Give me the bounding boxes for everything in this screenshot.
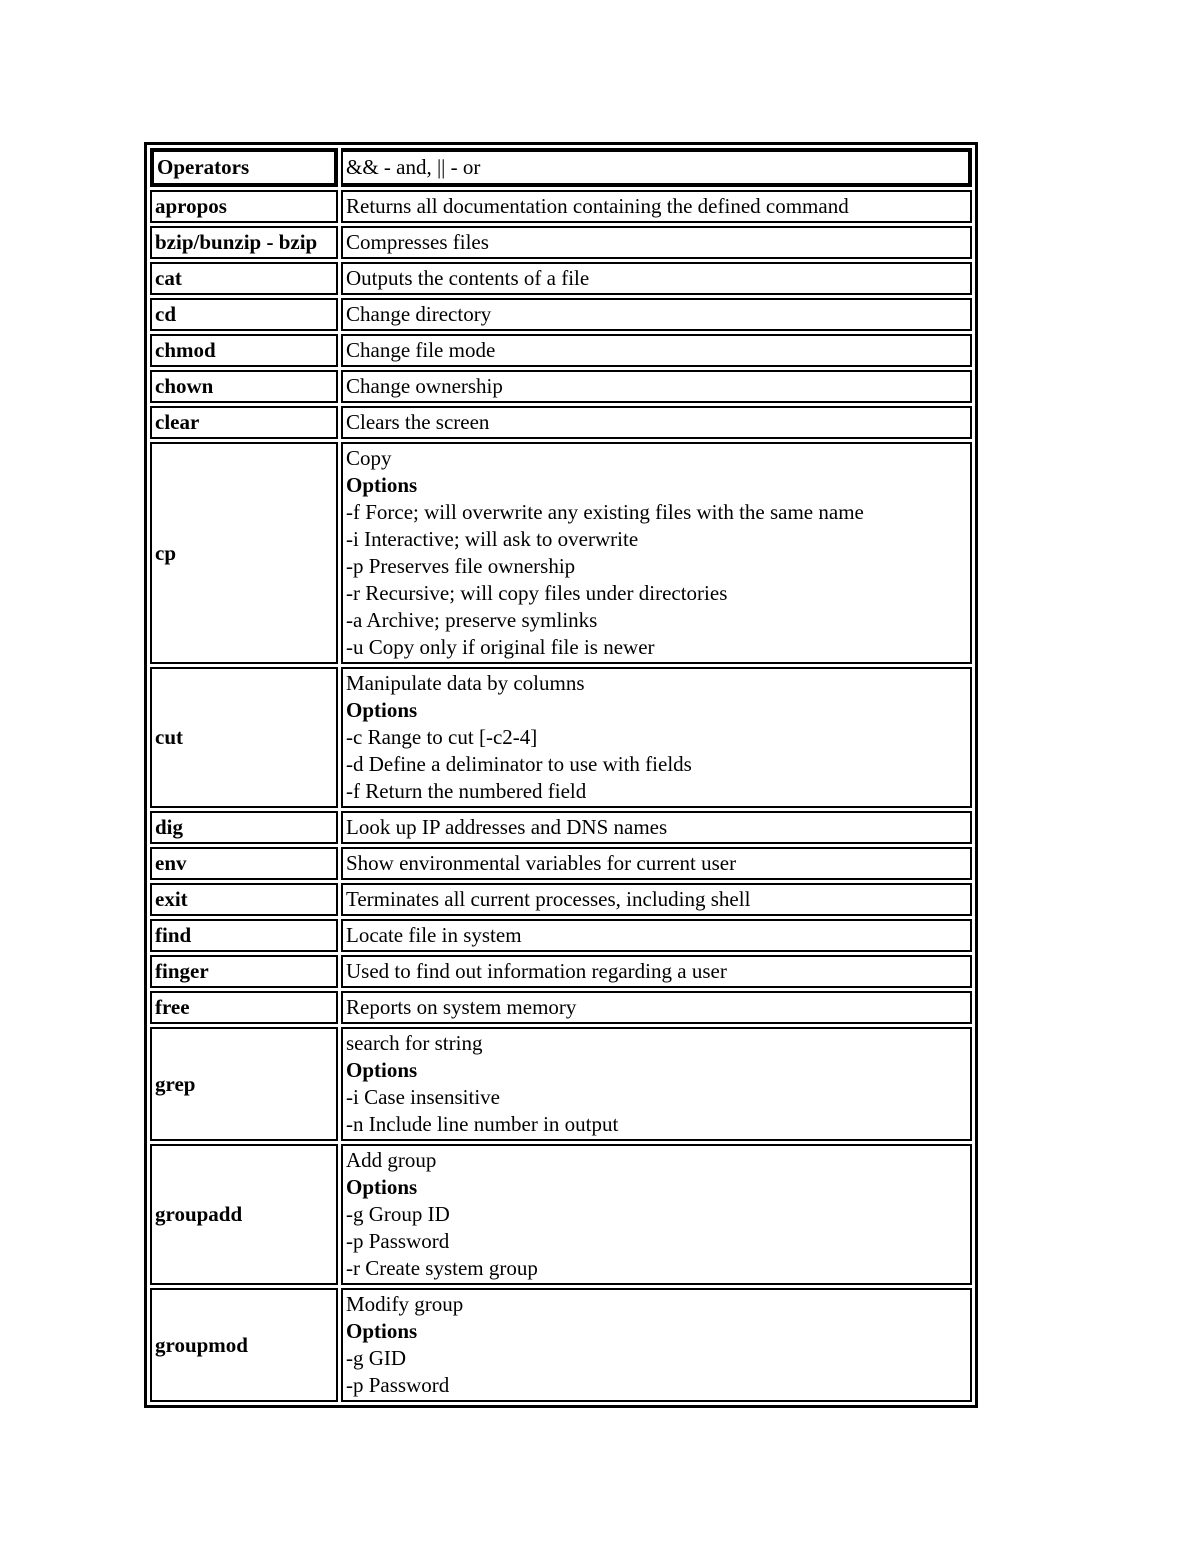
option-item: -u Copy only if original file is newer [346,635,655,659]
command-name: grep [150,1027,338,1141]
command-description-cell [341,919,972,952]
command-name: finger [150,955,338,988]
option-item: -p Password [346,1229,450,1253]
command-description: Look up IP addresses and DNS names [346,815,668,839]
command-description-cell [341,190,972,223]
command-name: cd [150,298,338,331]
command-description: Terminates all current processes, including shell [346,887,751,911]
command-description-cell [341,883,972,916]
command-name: groupadd [150,1144,338,1285]
command-description: Manipulate data by columns [346,671,585,695]
command-description-cell [341,442,972,664]
option-item: -p Password [346,1373,450,1397]
command-description-cell [341,1288,972,1402]
table-row [150,811,972,844]
option-item: -p Preserves file ownership [346,554,576,578]
command-name: free [150,991,338,1024]
command-description-cell [341,406,972,439]
command-description: search for string [346,1031,483,1055]
table-row [150,190,972,223]
option-item: -r Create system group [346,1256,538,1280]
command-description: Returns all documentation containing the defined command [346,194,849,218]
header-command-cell: Operators [150,148,338,187]
command-name: cp [150,442,338,664]
options-heading: Options [346,1319,418,1343]
command-name: chmod [150,334,338,367]
command-description: Locate file in system [346,923,522,947]
option-item: -c Range to cut [-c2-4] [346,725,538,749]
command-description: Modify group [346,1292,464,1316]
table-row [150,847,972,880]
options-heading: Options [346,473,418,497]
option-item: -g Group ID [346,1202,450,1226]
command-description: Reports on system memory [346,995,577,1019]
command-description: Change ownership [346,374,503,398]
option-item: -n Include line number in output [346,1112,619,1136]
command-name: dig [150,811,338,844]
command-name: find [150,919,338,952]
options-heading: Options [346,698,418,722]
command-table [150,145,972,1405]
command-name: cut [150,667,338,808]
command-name: bzip/bunzip - bzip [150,226,338,259]
table-row [150,991,972,1024]
table-row [150,883,972,916]
option-item: -r Recursive; will copy files under directories [346,581,728,605]
table-row [150,1288,972,1402]
option-item: -a Archive; preserve symlinks [346,608,598,632]
option-item: -g GID [346,1346,407,1370]
option-item: -i Interactive; will ask to overwrite [346,527,639,551]
command-description-cell [341,1027,972,1141]
options-heading: Options [346,1058,418,1082]
table-row [150,919,972,952]
command-description-cell [341,370,972,403]
table-row [150,334,972,367]
command-description: Compresses files [346,230,489,254]
command-description-cell [341,298,972,331]
header-description-cell: && - and, || - or [341,148,972,187]
command-description-cell [341,847,972,880]
command-table-frame [144,142,978,1408]
table-row [150,442,972,664]
command-description-cell [341,334,972,367]
table-row [150,370,972,403]
command-description: Change file mode [346,338,496,362]
command-description-cell [341,262,972,295]
table-header-row [150,148,972,187]
command-description: Clears the screen [346,410,490,434]
command-description: Add group [346,1148,437,1172]
command-description-cell [341,955,972,988]
command-name: env [150,847,338,880]
command-description: Outputs the contents of a file [346,266,590,290]
option-item: -f Return the numbered field [346,779,587,803]
table-row [150,298,972,331]
option-item: -i Case insensitive [346,1085,500,1109]
command-description-cell [341,991,972,1024]
command-description: Used to find out information regarding a user [346,959,727,983]
command-description-cell [341,226,972,259]
table-row [150,1027,972,1141]
command-name: cat [150,262,338,295]
command-name: chown [150,370,338,403]
command-description: Show environmental variables for current user [346,851,737,875]
command-name: exit [150,883,338,916]
command-description-cell [341,667,972,808]
table-row [150,262,972,295]
table-row [150,667,972,808]
command-name: clear [150,406,338,439]
command-description-cell [341,811,972,844]
table-row [150,226,972,259]
option-item: -f Force; will overwrite any existing files with the same name [346,500,864,524]
command-name: groupmod [150,1288,338,1402]
command-description: Copy [346,446,392,470]
table-row [150,406,972,439]
command-name: apropos [150,190,338,223]
options-heading: Options [346,1175,418,1199]
command-description: Change directory [346,302,492,326]
command-description-cell [341,1144,972,1285]
table-row [150,955,972,988]
option-item: -d Define a deliminator to use with fields [346,752,692,776]
table-row [150,1144,972,1285]
